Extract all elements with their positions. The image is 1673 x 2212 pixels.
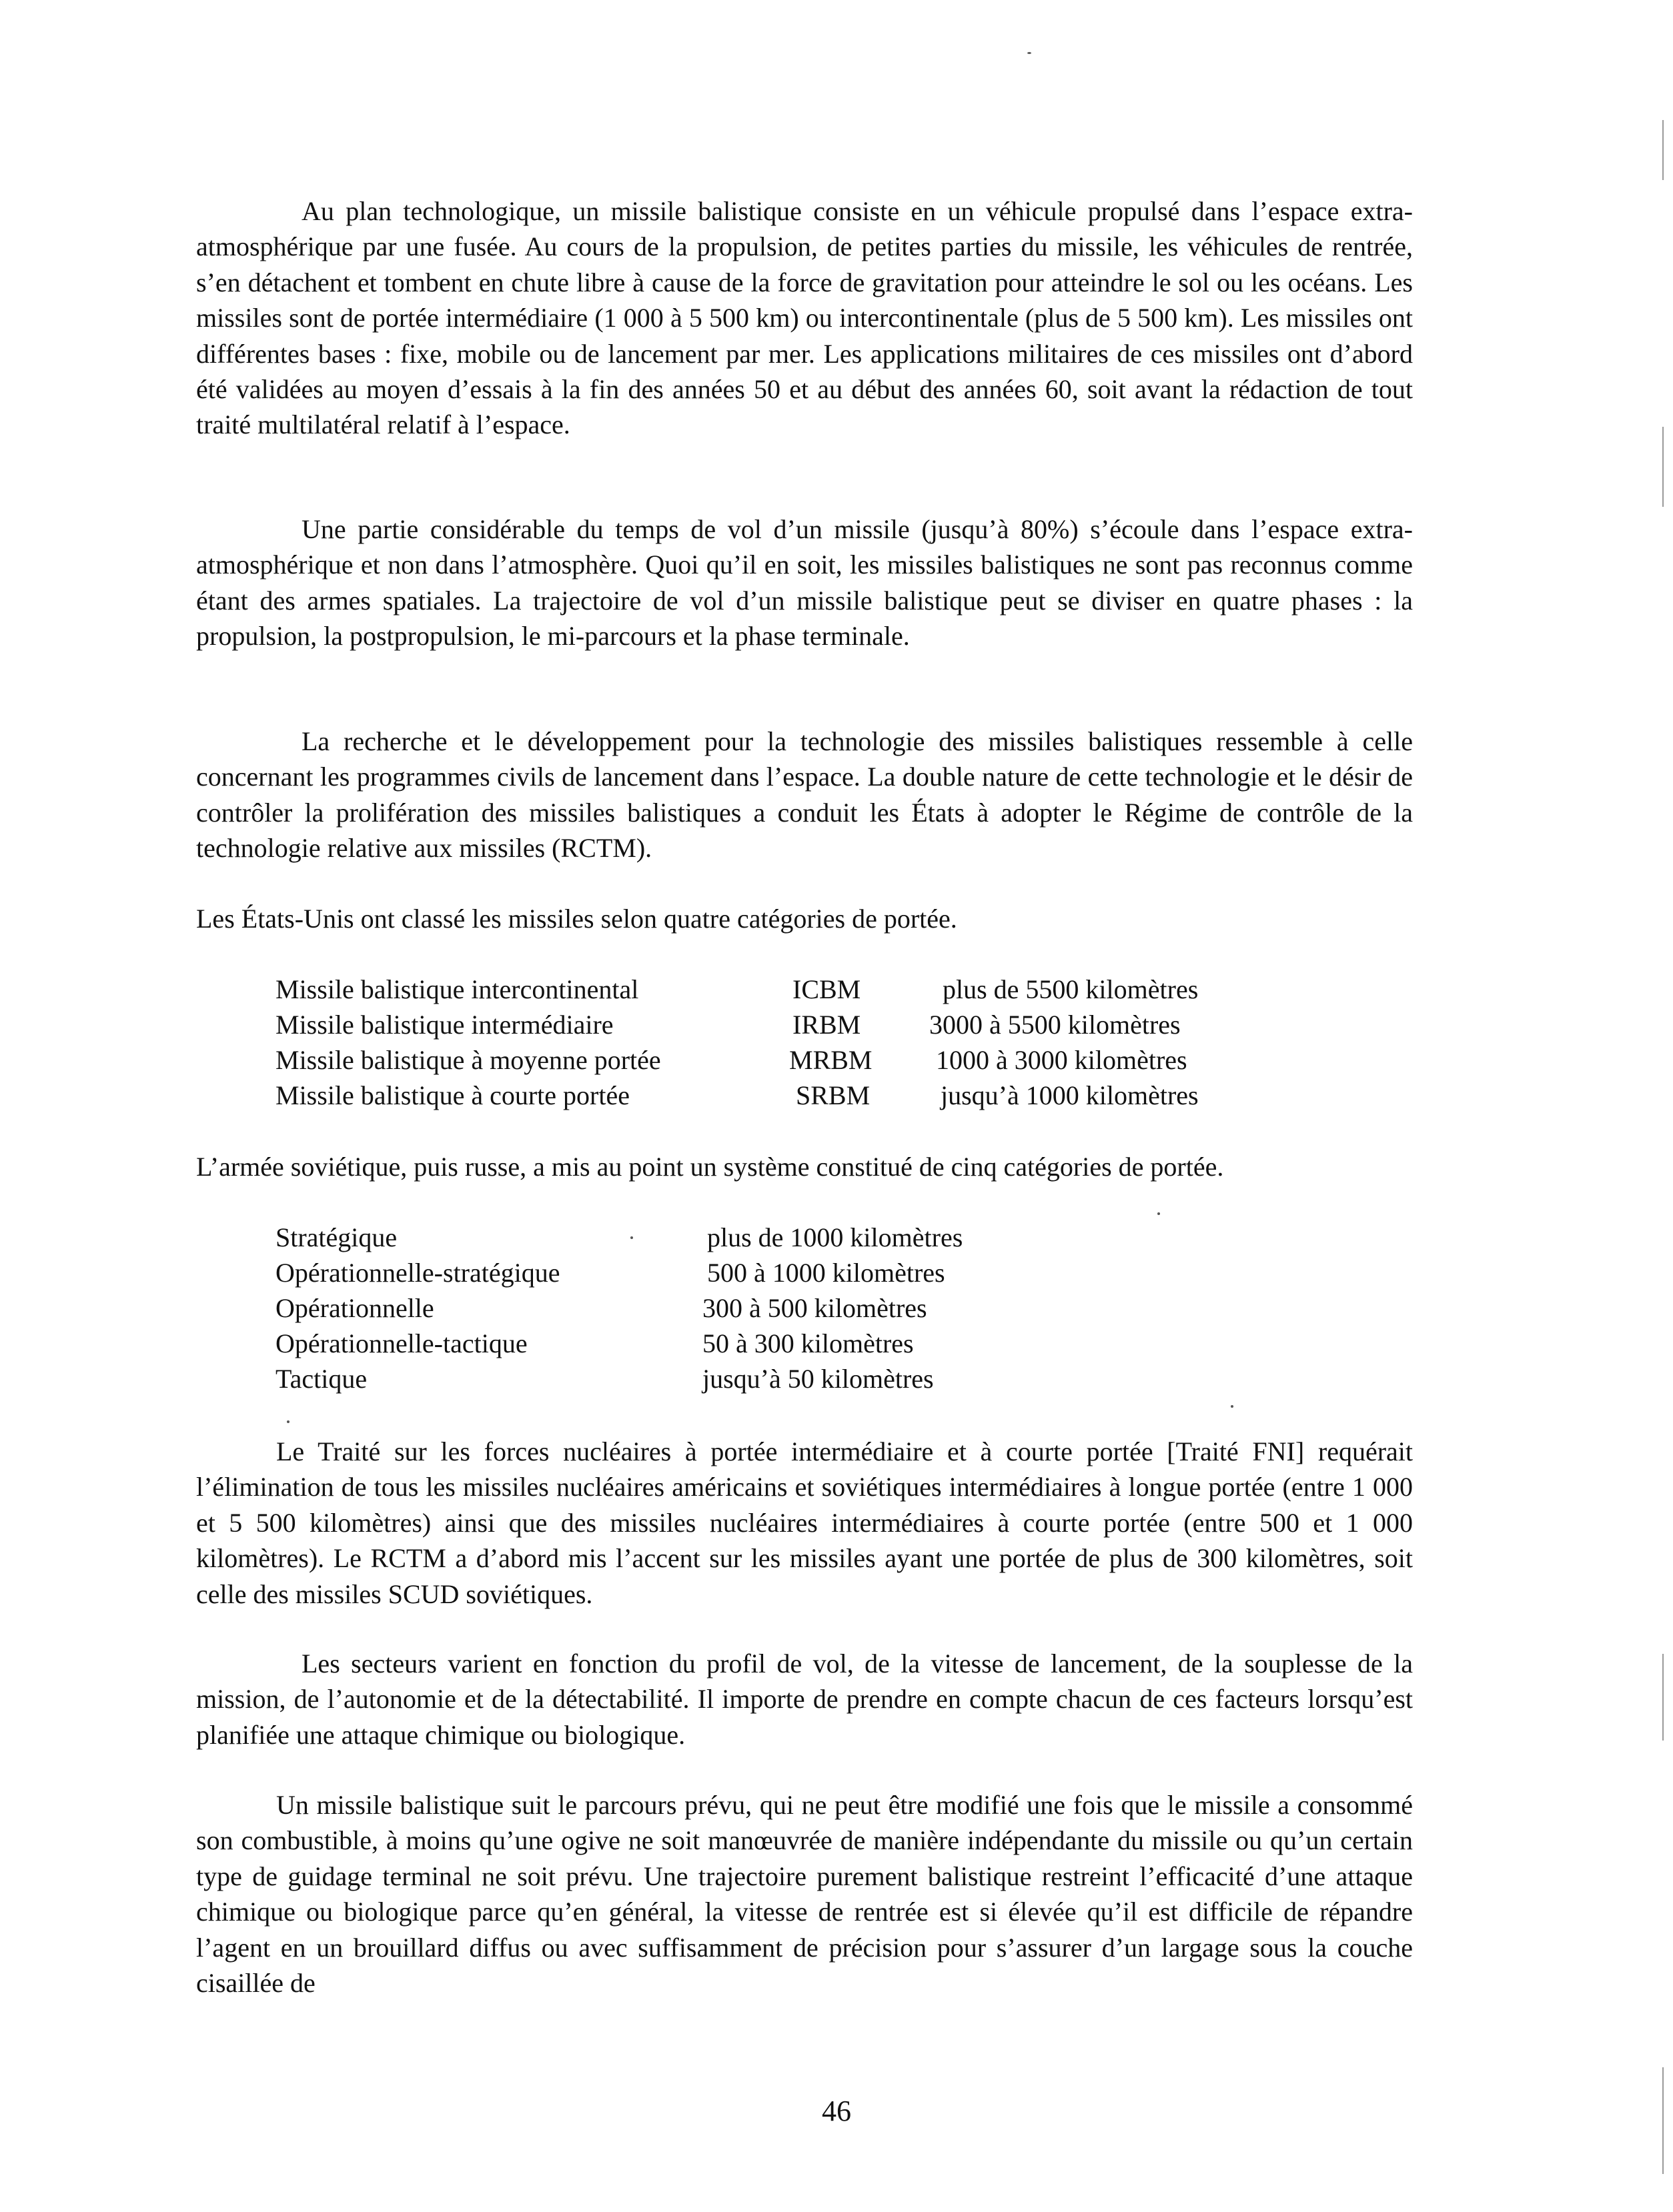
- category-range: jusqu’à 50 kilomètres: [702, 1364, 934, 1394]
- category-range: 300 à 500 kilomètres: [702, 1293, 927, 1323]
- category-range: 500 à 1000 kilomètres: [707, 1258, 945, 1288]
- soviet-categories-intro: L’armée soviétique, puis russe, a mis au point un système constitué de cinq catégories de portée.: [196, 1152, 1224, 1182]
- category-name: Missile balistique à courte portée: [275, 1080, 630, 1110]
- category-name: Opérationnelle: [275, 1293, 434, 1323]
- scan-speck: [630, 1236, 633, 1239]
- category-range: plus de 1000 kilomètres: [707, 1222, 963, 1252]
- category-name: Opérationnelle-stratégique: [275, 1258, 560, 1288]
- scan-edge-mark: [1662, 120, 1664, 180]
- scan-edge-mark: [1662, 1654, 1664, 1741]
- category-code: MRBM: [789, 1045, 873, 1075]
- scan-speck: [1157, 1212, 1160, 1215]
- category-name: Opérationnelle-tactique: [275, 1328, 528, 1358]
- paragraph-research-development: La recherche et le développement pour la technologie des missiles balistiques ressemble à celle concernant les programmes civils de lancement dans l’espace. La double nature de cette technologie et le désir de contrôler la prolifération des missiles balistiques a conduit les États à adopter le Régime de contrôle de la technologie relative aux missiles (RCTM).: [196, 726, 1413, 864]
- scan-speck: [1027, 52, 1031, 54]
- category-range: plus de 5500 kilomètres: [943, 974, 1199, 1004]
- category-name: Stratégique: [275, 1222, 398, 1252]
- scan-speck: [287, 1420, 290, 1423]
- category-name: Missile balistique intermédiaire: [275, 1010, 614, 1040]
- category-name: Missile balistique intercontinental: [275, 974, 639, 1004]
- us-categories-intro: Les États-Unis ont classé les missiles selon quatre catégories de portée.: [196, 904, 957, 934]
- category-code: IRBM: [792, 1010, 861, 1040]
- category-code: SRBM: [796, 1080, 871, 1110]
- category-name: Tactique: [275, 1364, 368, 1394]
- category-range: 3000 à 5500 kilomètres: [929, 1010, 1181, 1040]
- paragraph-ballistic-missile-definition: Au plan technologique, un missile balistique consiste en un véhicule propulsé dans l’espace extra-atmosphérique par une fusée. Au cours de la propulsion, de petites parties du missile, les véhicules de rentrée, s’en détachent et tombent en chute libre à cause de la force de gravitation pour atteindre le sol ou les océans. Les missiles sont de portée intermédiaire (1 000 à 5 500 km) ou intercontinentale (plus de 5 500 km). Les missiles ont différentes bases : fixe, mobile ou de lancement par mer. Les applications militaires de ces missiles ont d’abord été validées au moyen d’essais à la fin des années 50 et au début des années 60, soit avant la rédaction de tout traité multilatéral relatif à l’espace.: [196, 196, 1413, 440]
- paragraph-ballistic-trajectory: Un missile balistique suit le parcours prévu, qui ne peut être modifié une fois que le missile a consommé son combustible, à moins qu’une ogive ne soit manœuvrée de manière indépendante du missile ou qu’un certain type de guidage terminal ne soit prévu. Une trajectoire purement balistique restreint l’efficacité d’une attaque chimique ou biologique parce qu’en général, la vitesse de rentrée est si élevée qu’il est difficile de répandre l’agent en un brouillard diffus ou avec suffisamment de précision pour s’assurer d’un largage sous la couche cisaillée de: [196, 1790, 1413, 1999]
- scan-speck: [1231, 1405, 1233, 1408]
- category-range: jusqu’à 1000 kilomètres: [941, 1080, 1199, 1110]
- category-code: ICBM: [792, 974, 861, 1004]
- category-name: Missile balistique à moyenne portée: [275, 1045, 661, 1075]
- page-number: 46: [822, 2095, 851, 2127]
- scan-edge-mark: [1662, 427, 1664, 507]
- category-range: 1000 à 3000 kilomètres: [936, 1045, 1187, 1075]
- category-range: 50 à 300 kilomètres: [702, 1328, 914, 1358]
- paragraph-inf-treaty: Le Traité sur les forces nucléaires à portée intermédiaire et à courte portée [Traité FNI] requérait l’élimination de tous les missiles nucléaires américains et soviétiques intermédiaires à longue portée (entre 1 000 et 5 500 kilomètres) ainsi que des missiles nucléaires intermédiaires à courte portée (entre 500 et 1 000 kilomètres). Le RCTM a d’abord mis l’accent sur les missiles ayant une portée de plus de 300 kilomètres, soit celle des missiles SCUD soviétiques.: [196, 1436, 1413, 1609]
- scan-edge-mark: [1662, 2067, 1664, 2174]
- paragraph-flight-time: Une partie considérable du temps de vol d’un missile (jusqu’à 80%) s’écoule dans l’espace extra-atmosphérique et non dans l’atmosphère. Quoi qu’il en soit, les missiles balistiques ne sont pas reconnus comme étant des armes spatiales. La trajectoire de vol d’un missile balistique peut se diviser en quatre phases : la propulsion, la postpropulsion, le mi-parcours et la phase terminale.: [196, 514, 1413, 652]
- paragraph-flight-profile-factors: Les secteurs varient en fonction du profil de vol, de la vitesse de lancement, de la souplesse de la mission, de l’autonomie et de la détectabilité. Il importe de prendre en compte chacun de ces facteurs lorsqu’est planifiée une attaque chimique ou biologique.: [196, 1648, 1413, 1750]
